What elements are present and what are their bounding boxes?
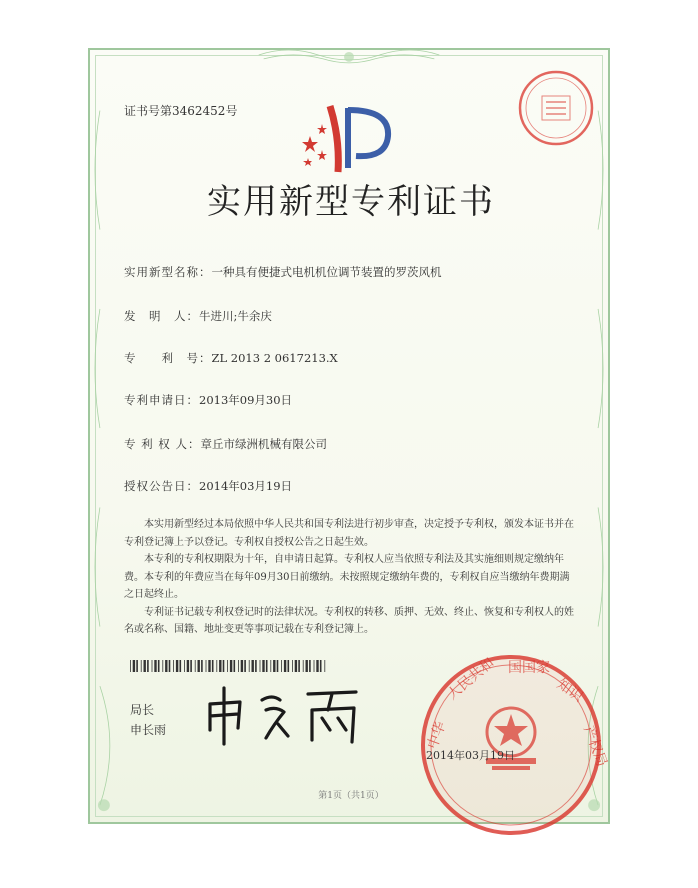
barcode-bar xyxy=(201,660,203,672)
field-label: 专利申请日： xyxy=(124,393,199,407)
barcode-bar xyxy=(241,660,243,672)
barcode-bar xyxy=(176,660,178,672)
field-value: 2013年09月30日 xyxy=(199,393,293,407)
certificate xyxy=(88,48,610,824)
field-row-grant-date xyxy=(124,478,292,494)
barcode-bar xyxy=(266,660,268,672)
barcode-bar xyxy=(180,660,182,672)
barcode-bar xyxy=(187,660,189,672)
barcode-bar xyxy=(212,660,214,672)
certificate-number: 证书号第3462452号 xyxy=(124,104,238,118)
barcode-bar xyxy=(130,660,131,672)
barcode-bar xyxy=(303,660,304,672)
barcode-bar xyxy=(169,660,171,672)
field-row-patentee xyxy=(124,436,327,452)
field-value: 一种具有便捷式电机机位调节装置的罗茨风机 xyxy=(211,265,442,279)
signature-image xyxy=(196,680,386,750)
barcode-bar xyxy=(262,660,264,672)
barcode-bar xyxy=(173,660,174,672)
director-name: 申长雨 xyxy=(130,723,167,737)
barcode-bar xyxy=(255,660,257,672)
barcode-bar xyxy=(165,660,167,672)
body-paragraph: 本专利的专利权期限为十年，自申请日起算。专利权人应当依照专利法及其实施细则规定缴纳年费。本专利的年费应当在每年09月30日前缴纳。未按照规定缴纳年费的，专利权自应当缴纳年费期满之日起终止。 xyxy=(124,554,570,600)
director-title: 局长 xyxy=(130,703,155,717)
barcode-bar xyxy=(298,660,300,672)
barcode-bar xyxy=(270,660,271,672)
barcode-bar xyxy=(206,660,207,672)
official-seal-icon xyxy=(416,650,610,840)
field-value: 2014年03月19日 xyxy=(199,479,293,493)
barcode-bar xyxy=(273,660,275,672)
field-value: 牛进川;牛余庆 xyxy=(199,309,272,323)
svg-text:产权局: 产权局 xyxy=(580,723,610,769)
svg-text:中华: 中华 xyxy=(424,719,450,752)
barcode-bar xyxy=(314,660,315,672)
barcode-bar xyxy=(195,660,196,672)
barcode-bar xyxy=(133,660,135,672)
barcode-bar xyxy=(144,660,146,672)
barcode-bar xyxy=(147,660,149,672)
barcode-bar xyxy=(234,660,236,672)
agency-seal-icon xyxy=(516,68,596,148)
barcode-bar xyxy=(277,660,279,672)
director-block xyxy=(130,700,166,740)
field-row-inventor xyxy=(124,308,272,324)
barcode-bar xyxy=(141,660,142,672)
barcode-bar xyxy=(223,660,225,672)
field-row-patent-no xyxy=(124,350,338,366)
field-label: 授权公告日： xyxy=(124,479,199,493)
barcode-bar xyxy=(252,660,254,672)
barcode-bar xyxy=(216,660,217,672)
barcode-bar xyxy=(306,660,308,672)
field-label: 专 利 权 人： xyxy=(124,437,201,451)
barcode-bar xyxy=(162,660,163,672)
issue-date: 2014年03月19日 xyxy=(426,749,515,762)
field-label: 专 利 号： xyxy=(124,351,212,365)
barcode-bar xyxy=(284,660,286,672)
barcode xyxy=(130,660,326,672)
barcode-bar xyxy=(158,660,160,672)
barcode-bar xyxy=(309,660,311,672)
barcode-bar xyxy=(190,660,192,672)
barcode-bar xyxy=(292,660,293,672)
field-label: 实用新型名称： xyxy=(124,265,212,279)
barcode-bar xyxy=(230,660,232,672)
field-value: 章丘市绿洲机械有限公司 xyxy=(200,437,327,451)
barcode-bar xyxy=(281,660,282,672)
svg-text:人民共和: 人民共和 xyxy=(444,654,498,704)
barcode-bar xyxy=(316,660,318,672)
barcode-bar xyxy=(198,660,200,672)
svg-text:国国家: 国国家 xyxy=(508,660,550,676)
barcode-bar xyxy=(238,660,239,672)
barcode-bar xyxy=(219,660,221,672)
page-number: 第1页（共1页） xyxy=(318,791,384,801)
barcode-bar xyxy=(154,660,156,672)
barcode-bar xyxy=(244,660,246,672)
barcode-bar xyxy=(249,660,250,672)
barcode-bar xyxy=(227,660,228,672)
barcode-bar xyxy=(324,660,325,672)
cnipa-logo-icon xyxy=(300,98,400,178)
barcode-bar xyxy=(152,660,153,672)
certificate-title: 实用新型专利证书 xyxy=(207,182,495,222)
field-row-filing-date xyxy=(124,392,292,408)
body-paragraph: 专利证书记载专利权登记时的法律状况。专利权的转移、质押、无效、终止、恢复和专利权人的姓名或名称、国籍、地址变更等事项记载在专利登记簿上。 xyxy=(124,606,574,635)
certificate-body xyxy=(124,516,578,639)
barcode-bar xyxy=(295,660,297,672)
field-label: 发 明 人： xyxy=(124,309,199,323)
field-value: ZL 2013 2 0617213.X xyxy=(211,351,338,365)
barcode-bar xyxy=(136,660,138,672)
body-paragraph: 本实用新型经过本局依照中华人民共和国专利法进行初步审查，决定授予专利权，颁发本证书并在专利登记簿上予以登记。专利权自授权公告之日起生效。 xyxy=(124,519,574,548)
barcode-bar xyxy=(260,660,261,672)
barcode-bar xyxy=(208,660,210,672)
svg-text:知识: 知识 xyxy=(553,676,586,706)
barcode-bar xyxy=(184,660,185,672)
barcode-bar xyxy=(320,660,322,672)
field-row-name xyxy=(124,264,442,280)
barcode-bar xyxy=(288,660,290,672)
